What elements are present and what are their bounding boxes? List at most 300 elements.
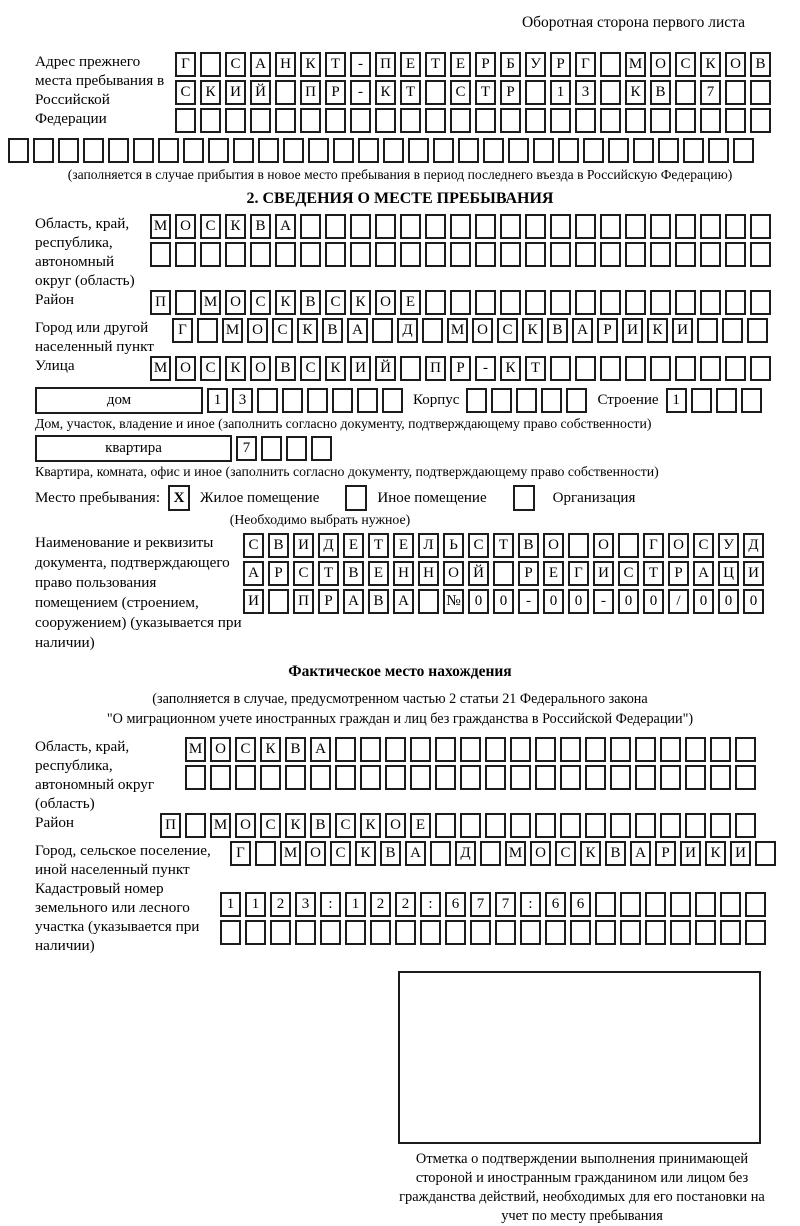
char-box: [466, 388, 487, 413]
char-box: 2: [395, 892, 416, 917]
char-box: [258, 138, 279, 163]
char-box: [450, 108, 471, 133]
char-box: [570, 920, 591, 945]
char-box: Г: [568, 561, 589, 586]
char-box: [525, 80, 546, 105]
char-box: С: [300, 356, 321, 381]
char-box: [345, 920, 366, 945]
char-box: [660, 765, 681, 790]
char-box: А: [393, 589, 414, 614]
char-box: О: [543, 533, 564, 558]
char-box: [683, 138, 704, 163]
char-box: [575, 290, 596, 315]
char-box: [422, 318, 443, 343]
char-box: [575, 214, 596, 239]
char-box: М: [200, 290, 221, 315]
char-box: [307, 388, 328, 413]
char-box: [255, 841, 276, 866]
char-box: [625, 290, 646, 315]
char-box: [635, 737, 656, 762]
char-box: Д: [318, 533, 339, 558]
char-box: [245, 920, 266, 945]
prev-address-field: [35, 52, 800, 136]
char-box: [370, 920, 391, 945]
char-box: О: [668, 533, 689, 558]
char-box: [311, 436, 332, 461]
stamp-box: [398, 971, 761, 1144]
char-box: [335, 737, 356, 762]
char-box: 1: [245, 892, 266, 917]
char-box: В: [343, 561, 364, 586]
char-box: Г: [643, 533, 664, 558]
char-box: [270, 920, 291, 945]
stay-option-label-org: Организация: [552, 489, 636, 506]
char-box: [600, 290, 621, 315]
house-line: [35, 387, 800, 414]
char-box: [435, 737, 456, 762]
char-box: [620, 920, 641, 945]
char-box: Т: [493, 533, 514, 558]
char-box: О: [443, 561, 464, 586]
char-box: [435, 813, 456, 838]
char-box: [450, 290, 471, 315]
char-box: [460, 765, 481, 790]
char-box: И: [243, 589, 264, 614]
document-label: Наименование и реквизиты документа, подтверждающего право пользования помещением (строением, сооружением) (указывается при наличии): [35, 534, 242, 651]
char-box: 7: [236, 436, 257, 461]
char-box: [750, 356, 771, 381]
char-box: [508, 138, 529, 163]
char-box: [235, 765, 256, 790]
char-box: И: [672, 318, 693, 343]
korpus-cells: [466, 388, 591, 413]
char-box: [185, 765, 206, 790]
stroenie-label: Строение: [597, 392, 659, 408]
char-box: [358, 138, 379, 163]
char-box: [260, 765, 281, 790]
char-box: [325, 108, 346, 133]
char-box: К: [500, 356, 521, 381]
char-box: [357, 388, 378, 413]
char-box: 6: [445, 892, 466, 917]
actual-city-field: [35, 841, 800, 879]
char-box: [535, 765, 556, 790]
char-box: [350, 242, 371, 267]
stay-type-note: (Необходимо выбрать нужное): [229, 512, 411, 527]
document-rows: [243, 533, 768, 617]
char-box: Е: [400, 52, 421, 77]
char-box: С: [675, 52, 696, 77]
char-box: 0: [693, 589, 714, 614]
char-box: [418, 589, 439, 614]
char-box: [150, 242, 171, 267]
char-box: [372, 318, 393, 343]
char-box: С: [175, 80, 196, 105]
char-box: [300, 214, 321, 239]
char-box: [175, 108, 196, 133]
document-field: [35, 533, 800, 653]
char-box: К: [285, 813, 306, 838]
char-box: [710, 765, 731, 790]
char-box: [208, 138, 229, 163]
char-box: О: [472, 318, 493, 343]
char-box: В: [275, 356, 296, 381]
char-box: В: [285, 737, 306, 762]
char-box: [741, 388, 762, 413]
actual-region-label: Область, край, республика, автономный округ (область): [35, 738, 155, 812]
char-box: 1: [666, 388, 687, 413]
char-box: [282, 388, 303, 413]
char-box: [525, 242, 546, 267]
street-label: Улица: [35, 357, 75, 374]
char-box: М: [150, 356, 171, 381]
char-box: :: [320, 892, 341, 917]
char-box: [460, 737, 481, 762]
char-box: [535, 737, 556, 762]
char-box: К: [225, 214, 246, 239]
char-row: [175, 80, 775, 105]
char-box: С: [250, 290, 271, 315]
char-box: [675, 290, 696, 315]
char-box: [585, 813, 606, 838]
char-box: [610, 765, 631, 790]
char-box: Г: [175, 52, 196, 77]
char-box: Е: [410, 813, 431, 838]
char-box: К: [297, 318, 318, 343]
char-box: 6: [545, 892, 566, 917]
district-field: [35, 290, 800, 318]
char-box: П: [425, 356, 446, 381]
char-box: [350, 214, 371, 239]
char-box: [225, 108, 246, 133]
char-box: [420, 920, 441, 945]
char-box: [225, 242, 246, 267]
char-box: 0: [493, 589, 514, 614]
char-box: 3: [295, 892, 316, 917]
char-box: [360, 765, 381, 790]
char-box: П: [375, 52, 396, 77]
char-box: [250, 242, 271, 267]
char-box: Е: [343, 533, 364, 558]
char-row: [172, 318, 772, 343]
char-box: [645, 892, 666, 917]
char-box: В: [518, 533, 539, 558]
char-box: [286, 436, 307, 461]
char-row: [220, 920, 770, 945]
char-box: Ц: [718, 561, 739, 586]
char-box: [568, 533, 589, 558]
char-box: К: [325, 356, 346, 381]
char-box: [600, 356, 621, 381]
char-box: М: [210, 813, 231, 838]
char-box: [733, 138, 754, 163]
char-row: [175, 108, 775, 133]
char-box: [600, 214, 621, 239]
char-box: [360, 737, 381, 762]
region-rows: [150, 214, 775, 270]
char-box: О: [175, 214, 196, 239]
char-box: [400, 242, 421, 267]
char-box: [550, 242, 571, 267]
stay-checkbox-inoe: [345, 485, 367, 511]
char-box: [670, 920, 691, 945]
char-box: :: [520, 892, 541, 917]
char-box: [410, 765, 431, 790]
char-box: К: [350, 290, 371, 315]
char-box: [400, 214, 421, 239]
char-box: [516, 388, 537, 413]
char-box: [400, 108, 421, 133]
char-box: Л: [418, 533, 439, 558]
char-box: /: [668, 589, 689, 614]
char-box: [268, 589, 289, 614]
char-box: Т: [325, 52, 346, 77]
korpus-label: Корпус: [413, 392, 460, 408]
char-box: [325, 214, 346, 239]
char-box: [175, 242, 196, 267]
actual-district-label: Район: [35, 814, 75, 831]
city-field: [35, 318, 800, 356]
char-box: М: [280, 841, 301, 866]
district-label: Район: [35, 291, 75, 308]
char-box: [620, 892, 641, 917]
char-box: А: [243, 561, 264, 586]
char-box: [445, 920, 466, 945]
char-box: [725, 108, 746, 133]
char-box: [500, 214, 521, 239]
char-box: О: [225, 290, 246, 315]
char-box: О: [235, 813, 256, 838]
char-box: [700, 356, 721, 381]
char-box: [675, 356, 696, 381]
prev-address-label: Адрес прежнего места пребывания в Российской Федерации: [35, 53, 165, 127]
char-box: 0: [618, 589, 639, 614]
char-box: -: [475, 356, 496, 381]
street-field: [35, 356, 800, 384]
char-box: Д: [455, 841, 476, 866]
char-box: [400, 356, 421, 381]
char-box: [745, 920, 766, 945]
char-box: Б: [500, 52, 521, 77]
char-box: [625, 214, 646, 239]
char-box: В: [300, 290, 321, 315]
char-box: Й: [375, 356, 396, 381]
char-box: [283, 138, 304, 163]
char-box: [635, 813, 656, 838]
char-box: Е: [368, 561, 389, 586]
char-box: [475, 290, 496, 315]
char-box: [525, 108, 546, 133]
char-box: А: [250, 52, 271, 77]
char-box: [695, 920, 716, 945]
char-box: В: [322, 318, 343, 343]
char-row: [150, 214, 775, 239]
char-box: [745, 892, 766, 917]
char-box: [650, 108, 671, 133]
char-box: [200, 52, 221, 77]
char-row: [150, 242, 775, 267]
char-box: [495, 920, 516, 945]
actual-region-rows: [185, 737, 760, 793]
char-box: [475, 214, 496, 239]
char-row: [243, 561, 768, 586]
char-box: П: [150, 290, 171, 315]
char-box: [333, 138, 354, 163]
char-box: Д: [397, 318, 418, 343]
char-box: [550, 214, 571, 239]
char-box: [433, 138, 454, 163]
char-box: [300, 242, 321, 267]
char-box: [500, 242, 521, 267]
char-box: -: [518, 589, 539, 614]
char-box: У: [718, 533, 739, 558]
char-box: [750, 214, 771, 239]
char-box: [583, 138, 604, 163]
char-box: [650, 356, 671, 381]
char-box: [450, 242, 471, 267]
char-box: [550, 290, 571, 315]
char-box: [722, 318, 743, 343]
char-box: [425, 290, 446, 315]
char-box: [585, 737, 606, 762]
char-box: -: [350, 52, 371, 77]
char-box: [720, 892, 741, 917]
char-box: [410, 737, 431, 762]
char-box: [685, 765, 706, 790]
char-box: [725, 290, 746, 315]
char-box: [550, 356, 571, 381]
char-box: 0: [568, 589, 589, 614]
house-type-box: дом: [35, 387, 203, 414]
char-box: К: [375, 80, 396, 105]
char-box: [700, 214, 721, 239]
char-box: [600, 80, 621, 105]
char-box: [691, 388, 712, 413]
char-box: [750, 80, 771, 105]
apartment-cells: [236, 436, 336, 461]
char-box: У: [525, 52, 546, 77]
char-box: [425, 108, 446, 133]
char-box: Н: [418, 561, 439, 586]
apartment-type-box: квартира: [35, 435, 232, 462]
char-box: 3: [575, 80, 596, 105]
char-box: [133, 138, 154, 163]
char-box: С: [497, 318, 518, 343]
stay-type-label: Место пребывания:: [35, 489, 160, 506]
char-box: [200, 242, 221, 267]
char-box: [697, 318, 718, 343]
prev-address-rows: [175, 52, 775, 136]
char-box: [425, 214, 446, 239]
char-box: В: [380, 841, 401, 866]
char-box: [685, 737, 706, 762]
char-box: Н: [275, 52, 296, 77]
char-box: М: [625, 52, 646, 77]
char-box: [310, 765, 331, 790]
char-box: [600, 242, 621, 267]
char-box: Р: [668, 561, 689, 586]
char-box: С: [293, 561, 314, 586]
char-box: [350, 108, 371, 133]
char-box: [585, 765, 606, 790]
char-box: [695, 892, 716, 917]
char-box: [675, 108, 696, 133]
char-box: [475, 242, 496, 267]
char-box: [480, 841, 501, 866]
char-box: [493, 561, 514, 586]
char-box: [735, 737, 756, 762]
char-box: [560, 765, 581, 790]
char-box: [200, 108, 221, 133]
char-box: -: [593, 589, 614, 614]
char-box: А: [275, 214, 296, 239]
char-box: Р: [500, 80, 521, 105]
char-box: В: [310, 813, 331, 838]
char-box: [233, 138, 254, 163]
char-box: [750, 108, 771, 133]
char-box: [385, 737, 406, 762]
char-box: [525, 214, 546, 239]
char-box: [625, 242, 646, 267]
char-box: М: [185, 737, 206, 762]
prev-address-note: (заполняется в случае прибытия в новое место пребывания в период последнего въезда в Российскую Федерацию): [67, 167, 733, 182]
char-box: И: [225, 80, 246, 105]
char-box: С: [325, 290, 346, 315]
char-box: 7: [470, 892, 491, 917]
actual-region-field: [35, 737, 800, 813]
char-box: И: [293, 533, 314, 558]
char-box: [645, 920, 666, 945]
char-box: В: [368, 589, 389, 614]
char-box: 1: [345, 892, 366, 917]
char-box: К: [275, 290, 296, 315]
char-box: [285, 765, 306, 790]
char-box: 1: [207, 388, 228, 413]
char-box: [430, 841, 451, 866]
char-box: [470, 920, 491, 945]
char-box: М: [505, 841, 526, 866]
char-box: [708, 138, 729, 163]
char-box: И: [622, 318, 643, 343]
char-box: [710, 737, 731, 762]
char-box: [750, 242, 771, 267]
char-box: В: [250, 214, 271, 239]
actual-location-title: Фактическое место нахождения: [288, 663, 512, 680]
char-box: С: [450, 80, 471, 105]
char-box: О: [210, 737, 231, 762]
house-number-cells: [207, 388, 407, 413]
stay-type-line: [35, 485, 800, 511]
char-box: Е: [393, 533, 414, 558]
char-box: О: [593, 533, 614, 558]
stroenie-cells: [666, 388, 766, 413]
char-box: [183, 138, 204, 163]
char-box: [510, 737, 531, 762]
char-box: [485, 765, 506, 790]
char-box: [210, 765, 231, 790]
char-box: [610, 813, 631, 838]
char-box: 1: [220, 892, 241, 917]
char-box: [500, 290, 521, 315]
char-box: К: [700, 52, 721, 77]
char-box: [675, 242, 696, 267]
char-box: :: [420, 892, 441, 917]
char-box: [625, 108, 646, 133]
char-box: [460, 813, 481, 838]
char-box: [335, 765, 356, 790]
char-box: Р: [450, 356, 471, 381]
char-box: Т: [525, 356, 546, 381]
